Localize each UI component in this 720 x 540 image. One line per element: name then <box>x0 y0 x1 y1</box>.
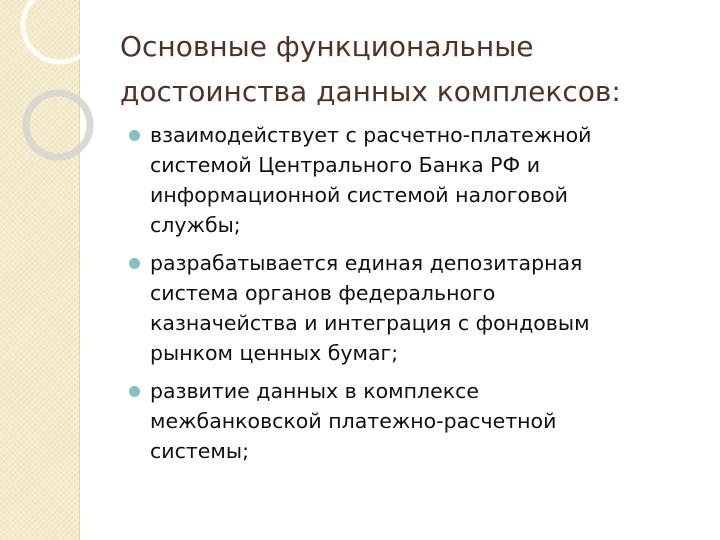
bullet-text-line: развитие данных в комплексе <box>150 379 480 403</box>
decorative-rings <box>0 0 140 200</box>
bullet-text-line: системой Центрального Банка РФ и <box>150 153 541 177</box>
bullet-text-line: система органов федерального <box>150 281 496 305</box>
bullet-text-line: казначейства и интеграция с фондовым <box>150 311 590 335</box>
bullet-text-line: системы; <box>150 439 249 463</box>
bullet-dot-icon <box>129 258 140 269</box>
bullet-text-line: взаимодействует с расчетно-платежной <box>150 123 592 147</box>
upper-ring <box>23 0 97 62</box>
bullet-text-line: информационной системой налоговой <box>150 183 568 207</box>
bullet-text-line: рынком ценных бумаг; <box>150 341 399 365</box>
bullet-text-line: службы; <box>150 213 241 237</box>
bullet-item <box>129 248 699 368</box>
bullet-list <box>129 120 699 466</box>
lower-ring <box>26 93 90 157</box>
bullet-text-line: разрабатывается единая депозитарная <box>150 251 583 275</box>
bullet-text-line: межбанковской платежно-расчетной <box>150 409 557 433</box>
bullet-item <box>129 120 699 240</box>
slide-title <box>120 24 700 114</box>
title-line: достоинства данных комплексов: <box>120 75 621 108</box>
title-line: Основные функциональные <box>120 30 534 63</box>
bullet-dot-icon <box>129 386 140 397</box>
bullet-item <box>129 376 699 466</box>
bullet-dot-icon <box>129 130 140 141</box>
